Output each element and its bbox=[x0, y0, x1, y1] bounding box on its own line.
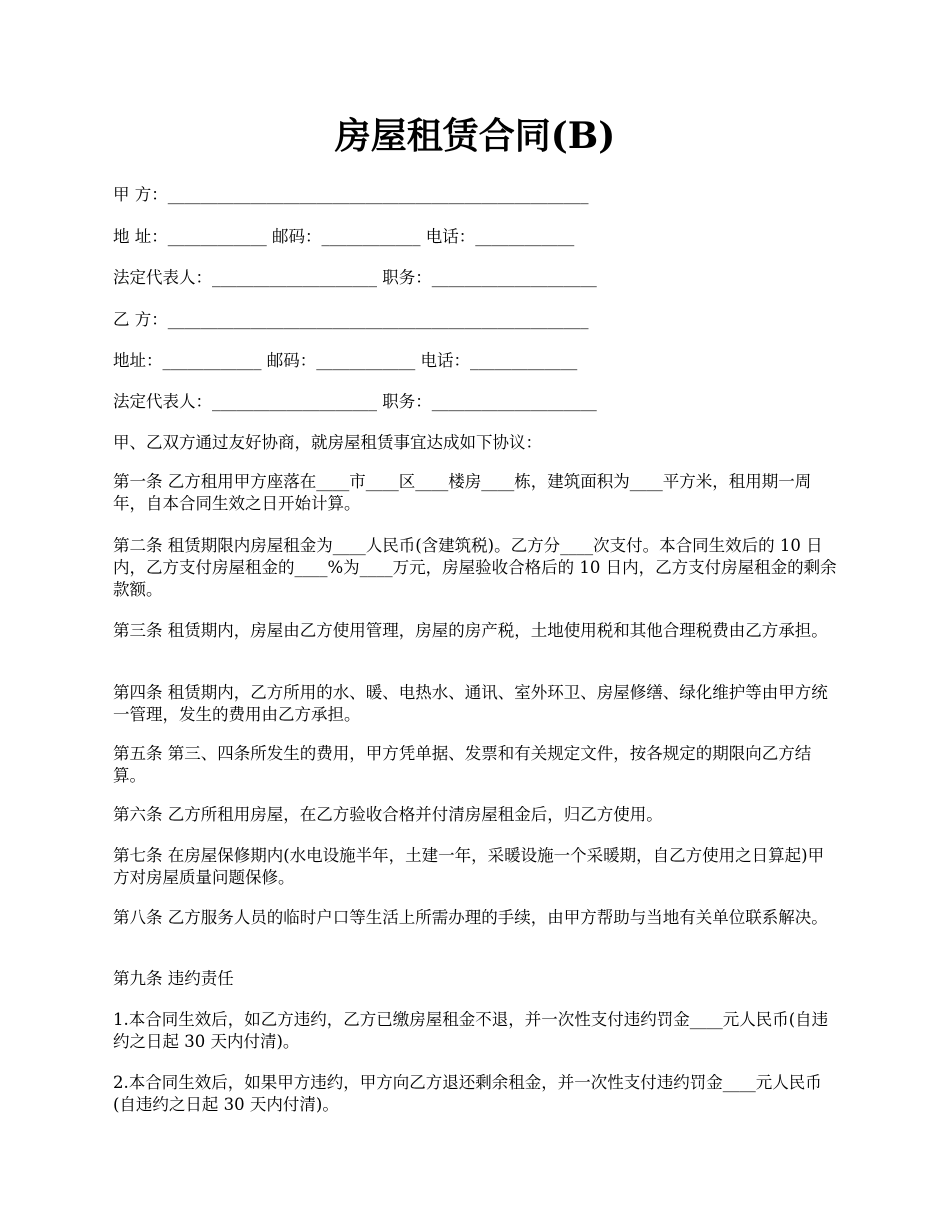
clause-7: 第七条 在房屋保修期内(水电设施半年，土建一年，采暖设施一个采暖期，自乙方使用之日算起)甲方对房屋质量问题保修。 bbox=[113, 846, 825, 887]
clause-3: 第三条 租赁期内，房屋由乙方使用管理，房屋的房产税，土地使用税和其他合理税费由乙方承担。 bbox=[113, 621, 828, 640]
party-a-address-line: 地 址：____________ 邮码：____________ 电话：____________ bbox=[113, 227, 575, 246]
document-title: 房屋租赁合同(B) bbox=[334, 115, 616, 157]
liability-1: 1.本合同生效后，如乙方违约，乙方已缴房屋租金不退，并一次性支付违约罚金____元人民币(自违约之日起 30 天内付清)。 bbox=[113, 1010, 829, 1051]
liability-2: 2.本合同生效后，如果甲方违约，甲方向乙方退还剩余租金，并一次性支付违约罚金____元人民币(自违约之日起 30 天内付清)。 bbox=[113, 1073, 822, 1114]
clause-4: 第四条 租赁期内，乙方所用的水、暖、电热水、通讯、室外环卫、房屋修缮、绿化维护等由甲方统一管理，发生的费用由乙方承担。 bbox=[113, 683, 828, 724]
clause-6: 第六条 乙方所租用房屋，在乙方验收合格并付清房屋租金后，归乙方使用。 bbox=[113, 805, 663, 824]
clause-5: 第五条 第三、四条所发生的费用，甲方凭单据、发票和有关规定文件，按各规定的期限向乙方结算。 bbox=[113, 744, 812, 785]
clause-9-heading: 第九条 违约责任 bbox=[113, 969, 234, 988]
party-b-name-line: 乙 方：___________________________________________________ bbox=[113, 310, 589, 329]
party-b-representative-line: 法定代表人：____________________ 职务：____________________ bbox=[113, 392, 597, 411]
party-a-representative-line: 法定代表人：____________________ 职务：____________________ bbox=[113, 268, 597, 287]
party-b-address-line: 地址：____________ 邮码：____________ 电话：_____________ bbox=[113, 351, 578, 370]
clause-2: 第二条 租赁期限内房屋租金为____人民币(含建筑税)。乙方分____次支付。本合同生效后的 10 日内，乙方支付房屋租金的____%为____万元，房屋验收合格后的 10 日内，乙方支付房屋租金的剩余款额。 bbox=[113, 536, 837, 599]
intro-paragraph: 甲、乙双方通过友好协商，就房屋租赁事宜达成如下协议： bbox=[113, 433, 542, 452]
clause-8: 第八条 乙方服务人员的临时户口等生活上所需办理的手续，由甲方帮助与当地有关单位联系解决。 bbox=[113, 908, 828, 927]
party-a-name-line: 甲 方：___________________________________________________ bbox=[113, 185, 589, 204]
clause-1: 第一条 乙方租用甲方座落在____市____区____楼房____栋，建筑面积为____平方米，租用期一周年，自本合同生效之日开始计算。 bbox=[113, 472, 812, 513]
